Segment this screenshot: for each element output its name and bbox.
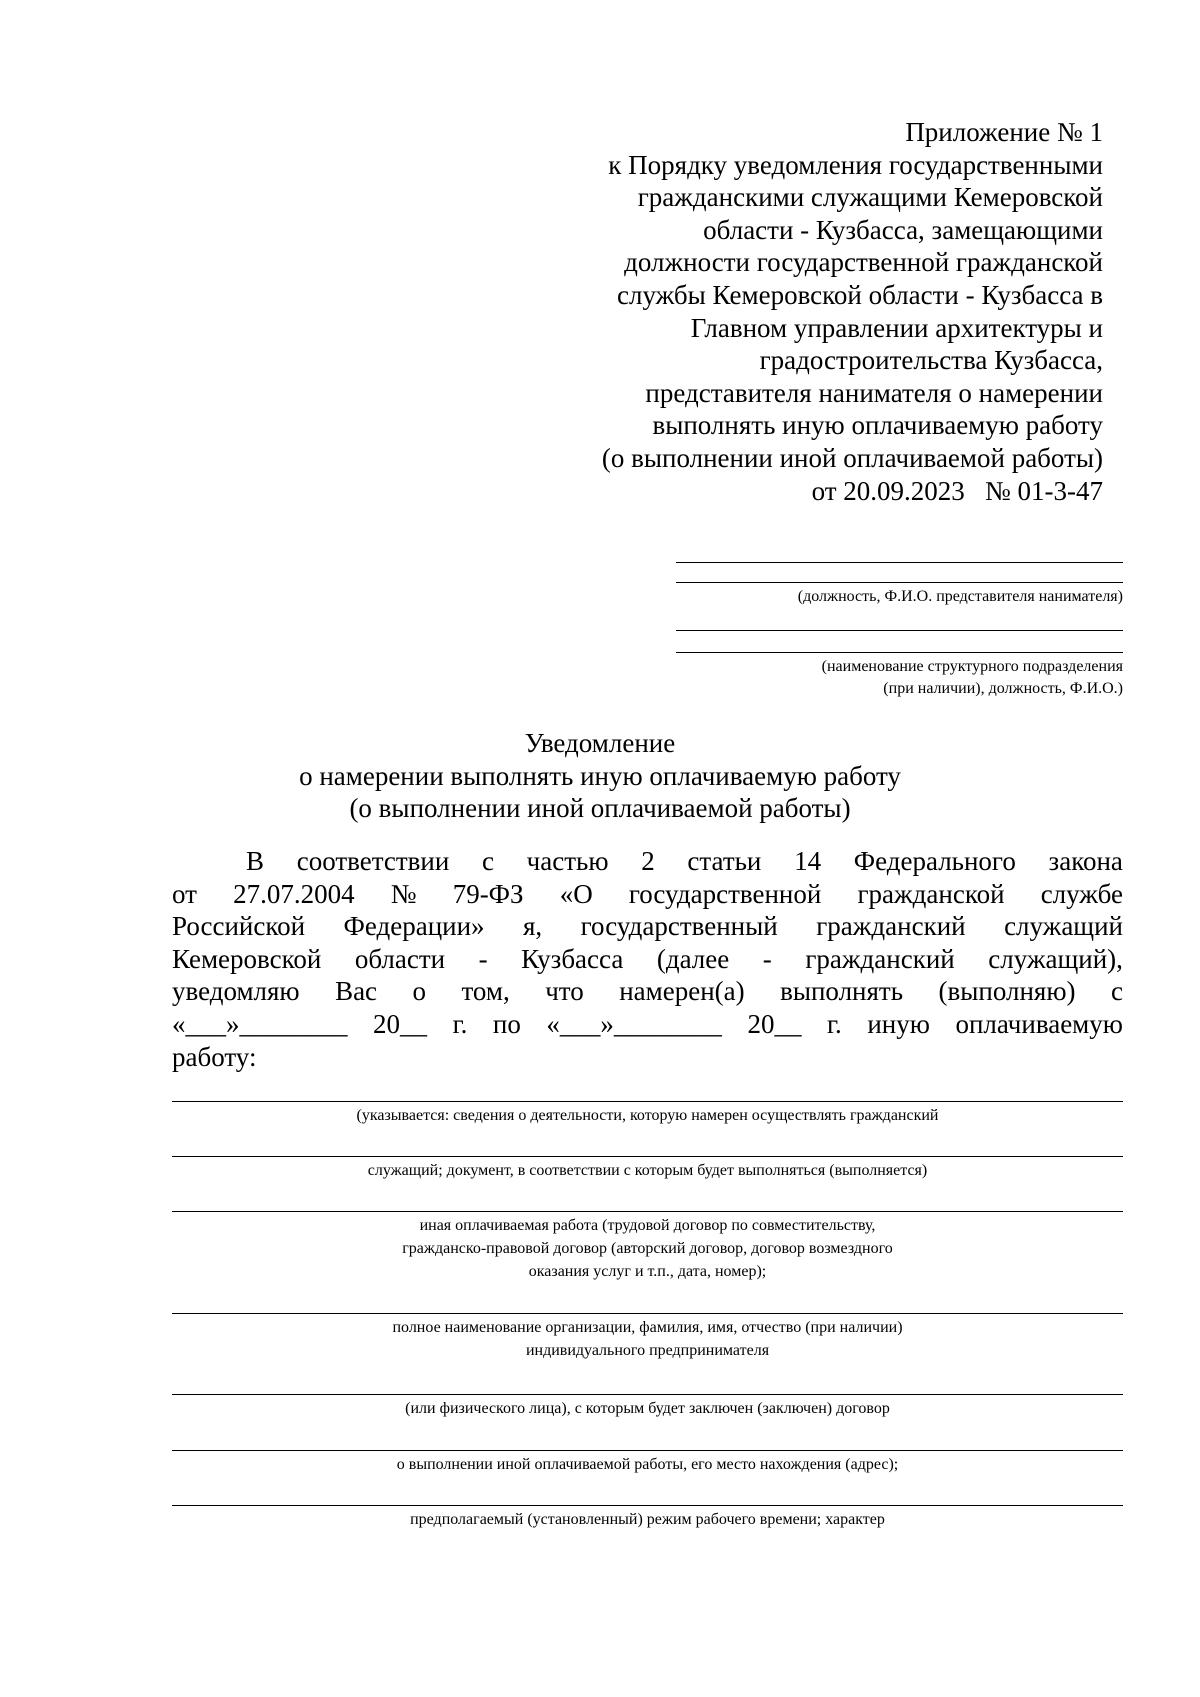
fill-caption: служащий; документ, в соответствии с которым будет выполняться (выполняется) bbox=[367, 1162, 928, 1179]
appendix-line: градостроительства Кузбасса, bbox=[759, 345, 1103, 376]
body-word: уведомляю bbox=[172, 976, 300, 1007]
appendix-line: Главном управлении архитектуры и bbox=[690, 312, 1103, 343]
appendix-line: к Порядку уведомления государственными bbox=[608, 149, 1103, 180]
fill-caption: (указывается: сведения о деятельности, которую намерен осуществлять гражданский bbox=[356, 1107, 939, 1124]
appendix-line: службы Кемеровской области - Кузбасса в bbox=[617, 279, 1103, 310]
body-word: г. bbox=[827, 1008, 842, 1039]
body-word: намерен(а) bbox=[619, 976, 745, 1007]
body-word: Федерации» bbox=[343, 911, 485, 942]
body-word: с bbox=[1110, 976, 1123, 1007]
fill-caption: иная оплачиваемая работа (трудовой договор по совместительству, bbox=[419, 1217, 876, 1234]
body-word: оплачиваемую bbox=[955, 1008, 1123, 1039]
body-line bbox=[172, 975, 1123, 1008]
body-word: Вас bbox=[335, 976, 378, 1007]
body-line bbox=[172, 1041, 1123, 1074]
department-caption-block bbox=[676, 656, 1123, 700]
appendix-line: должности государственной гражданской bbox=[624, 247, 1103, 278]
body-word: государственный bbox=[580, 911, 778, 942]
department-fill-line[interactable] bbox=[676, 652, 1123, 653]
title-heading: Уведомление bbox=[524, 728, 676, 758]
body-word: 14 bbox=[794, 846, 822, 876]
fill-line-5[interactable] bbox=[172, 1394, 1123, 1420]
department-fill-line[interactable] bbox=[676, 630, 1123, 631]
body-word: частью bbox=[526, 846, 609, 876]
body-word: гражданской bbox=[857, 878, 1005, 909]
body-line bbox=[172, 845, 1123, 878]
body-word: статьи bbox=[687, 846, 762, 876]
addressee-fill-line[interactable] bbox=[676, 582, 1123, 583]
appendix-line: выполнять иную оплачиваемую работу bbox=[652, 410, 1103, 441]
fill-caption: (или физического лица), с которым будет заключен (заключен) договор bbox=[405, 1400, 890, 1417]
appendix-line: Приложение № 1 bbox=[905, 117, 1103, 147]
body-line bbox=[172, 1008, 1123, 1041]
department-caption: (наименование структурного подразделения bbox=[821, 658, 1123, 675]
fill-caption: полное наименование организации, фамилия, имя, отчество (при наличии) bbox=[392, 1319, 903, 1336]
addressee-caption: (должность, Ф.И.О. представителя нанимателя) bbox=[797, 588, 1123, 605]
body-line bbox=[172, 878, 1123, 911]
addressee-fill-line[interactable] bbox=[676, 562, 1123, 563]
body-word: соответствии bbox=[296, 846, 450, 876]
body-word: гражданский bbox=[816, 911, 966, 942]
fill-caption: предполагаемый (установленный) режим рабочего времени; характер bbox=[410, 1511, 885, 1528]
body-word: что bbox=[545, 976, 584, 1007]
body-word: Федерального bbox=[853, 846, 1016, 876]
body-word: 20__ bbox=[373, 1008, 428, 1039]
fill-line-1[interactable] bbox=[172, 1101, 1123, 1127]
body-word: (выполняю) bbox=[938, 976, 1076, 1007]
body-word: 27.07.2004 bbox=[233, 878, 355, 909]
body-word: службе bbox=[1040, 878, 1123, 909]
body-word: В bbox=[246, 846, 265, 876]
body-word: служащий), bbox=[988, 943, 1123, 974]
appendix-line: области - Кузбасса, замещающими bbox=[703, 214, 1103, 245]
body-word: выполнять bbox=[780, 976, 904, 1007]
body-word: работу: bbox=[172, 1041, 257, 1072]
body-line bbox=[172, 943, 1123, 976]
body-word: о bbox=[412, 976, 427, 1007]
appendix-line: (о выполнении иной оплачиваемой работы) bbox=[601, 442, 1103, 473]
body-word: иную bbox=[867, 1008, 930, 1039]
fill-caption: о выполнении иной оплачиваемой работы, его место нахождения (адрес); bbox=[396, 1456, 899, 1473]
body-word: 79-ФЗ bbox=[452, 878, 524, 909]
appendix-date-number: от 20.09.2023 № 01-3-47 bbox=[811, 475, 1103, 506]
body-word: гражданский bbox=[805, 943, 955, 974]
body-word: «___»________ bbox=[172, 1008, 348, 1039]
title-subheading: (о выполнении иной оплачиваемой работы) bbox=[349, 793, 851, 823]
body-word: 2 bbox=[641, 846, 655, 876]
body-word: от bbox=[172, 878, 197, 909]
appendix-line: представителя нанимателя о намерении bbox=[645, 377, 1103, 408]
fill-caption: гражданско-правовой договор (авторский договор, договор возмездного bbox=[402, 1240, 893, 1257]
body-word: Кемеровской bbox=[172, 943, 322, 974]
body-word: № bbox=[390, 878, 417, 909]
appendix-line: гражданскими служащими Кемеровской bbox=[637, 182, 1103, 213]
body-word: закона bbox=[1048, 846, 1123, 876]
fill-line-6[interactable] bbox=[172, 1450, 1123, 1476]
body-word: (далее bbox=[656, 943, 730, 974]
body-word: «О bbox=[559, 878, 593, 909]
body-word: государственной bbox=[628, 878, 822, 909]
body-word: области bbox=[354, 943, 446, 974]
addressee-caption-block bbox=[676, 586, 1123, 608]
body-word: Кузбасса bbox=[521, 943, 624, 974]
fill-caption: индивидуального предпринимателя bbox=[525, 1342, 770, 1359]
fill-line-3[interactable] bbox=[172, 1211, 1123, 1283]
body-word: - bbox=[478, 943, 488, 974]
appendix-header bbox=[483, 116, 1103, 507]
body-line bbox=[172, 910, 1123, 943]
notice-title bbox=[150, 727, 1050, 825]
notice-body-paragraph bbox=[172, 845, 1123, 1073]
body-word: я, bbox=[523, 911, 543, 942]
title-subheading: о намерении выполнять иную оплачиваемую работу bbox=[299, 760, 901, 791]
body-word: 20__ bbox=[747, 1008, 802, 1039]
body-word: г. bbox=[452, 1008, 468, 1039]
department-caption: (при наличии), должность, Ф.И.О.) bbox=[883, 680, 1123, 697]
body-word: служащий bbox=[1004, 911, 1123, 942]
body-word: «___»________ bbox=[546, 1008, 722, 1039]
fill-line-4[interactable] bbox=[172, 1313, 1123, 1362]
fill-line-2[interactable] bbox=[172, 1156, 1123, 1182]
body-word: Российской bbox=[172, 911, 306, 942]
fill-line-7[interactable] bbox=[172, 1505, 1123, 1531]
fill-caption: оказания услуг и т.п., дата, номер); bbox=[528, 1263, 767, 1280]
body-word: с bbox=[481, 846, 494, 876]
body-word: по bbox=[492, 1008, 521, 1039]
body-word: - bbox=[762, 943, 772, 974]
body-word: том, bbox=[461, 976, 510, 1007]
